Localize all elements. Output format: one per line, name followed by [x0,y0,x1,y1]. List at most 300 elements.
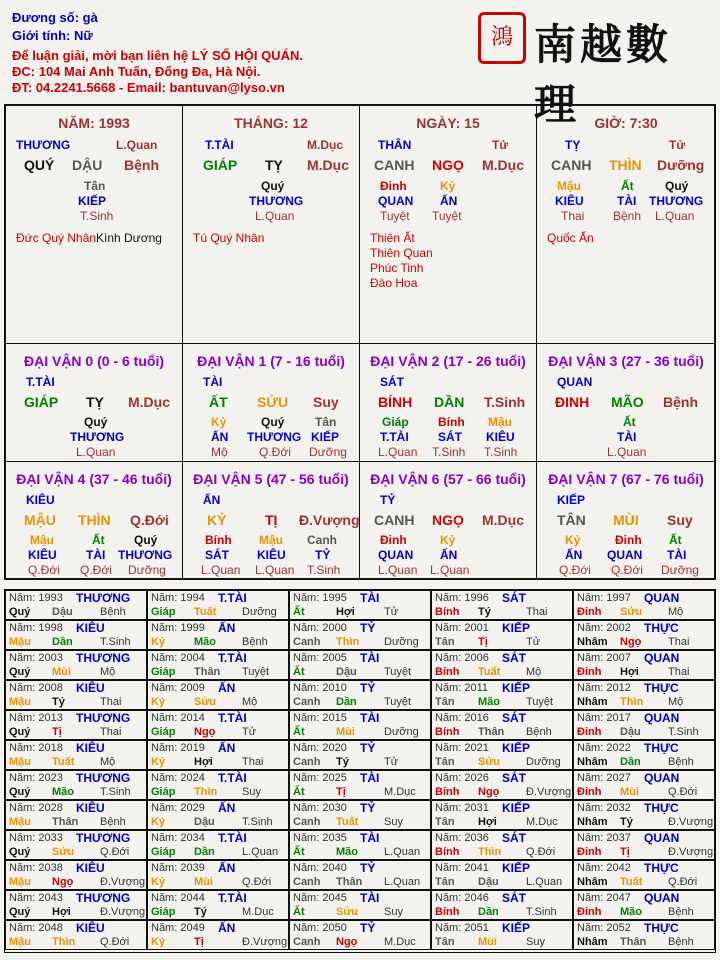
dai-van-cell [537,462,715,578]
year-branch: Sửu [478,756,501,768]
year-cell [5,650,147,680]
year-god: TÀI [360,771,380,785]
hidden-stem: Kỷ [440,179,456,193]
dai-van-stem: GIÁP [24,394,59,410]
year-cell [289,650,431,680]
year-label: Năm: 2006 [435,652,489,664]
year-stem: Đinh [577,846,602,858]
year-branch: Ngọ [620,636,642,648]
year-life-stage: Tuyệt [526,696,554,708]
year-stem: Quý [9,666,31,678]
hidden-stem: Kỷ [440,533,456,547]
year-god: KIẾP [502,801,531,815]
year-branch: Tị [336,786,346,798]
year-life-stage: T.Sinh [526,906,557,918]
year-cell [289,920,431,950]
year-life-stage: Bệnh [526,726,552,738]
year-stem: Kỷ [151,696,166,708]
year-god: THƯƠNG [76,651,131,665]
life-stage: Bệnh [613,209,642,223]
year-cell [147,800,289,830]
year-cell [147,860,289,890]
year-god: QUAN [644,651,680,665]
year-label: Năm: 1997 [577,592,631,604]
year-cell [573,740,715,770]
year-life-stage: Đ.Vượng [668,846,714,858]
dai-van-stem: ẤT [209,394,228,410]
year-cell [147,590,289,620]
pillar-cell [183,106,360,344]
year-cell [289,890,431,920]
year-cell [431,830,573,860]
year-life-stage: Đ.Vượng [100,906,146,918]
year-label: Năm: 2040 [293,862,347,874]
year-label: Năm: 2033 [9,832,63,844]
year-cell [289,860,431,890]
star: Tú Quý Nhân [193,231,265,245]
year-label: Năm: 2029 [151,802,205,814]
star: Thiên Quan [370,246,433,260]
year-label: Năm: 2002 [577,622,631,634]
hidden-stem: Ất [621,179,634,193]
year-life-stage: L.Quan [242,846,279,858]
year-branch: Mùi [52,666,71,678]
year-label: Năm: 2043 [9,892,63,904]
life-stage: Mộ [211,445,228,459]
year-stem: Quý [9,726,31,738]
year-god: TỶ [360,861,376,875]
year-stem: Nhâm [577,696,608,708]
year-god: TÀI [360,891,380,905]
life-stage: Q.Đới [559,563,591,577]
year-label: Năm: 2010 [293,682,347,694]
year-branch: Thân [620,936,647,948]
year-stem: Nhâm [577,636,608,648]
year-god: KIẾP [502,741,531,755]
year-label: Năm: 2020 [293,742,347,754]
year-branch: Tị [620,846,630,858]
ten-god: QUAN [378,548,414,562]
year-label: Năm: 2022 [577,742,631,754]
year-life-stage: Bệnh [668,906,694,918]
phone-email: ĐT: 04.2241.5668 - Email: bantuvan@lyso.vn [12,80,285,95]
year-cell [431,770,573,800]
year-life-stage: Suy [526,936,545,948]
pillar-stem: GIÁP [203,157,238,173]
year-cell [147,920,289,950]
logo-text: 南越數理 [534,20,673,129]
pillar-top-label: THƯƠNG [16,138,71,152]
dai-van-stem: TỊ [265,512,278,528]
year-god: SÁT [502,891,526,905]
life-stage: L.Quan [76,445,116,459]
year-branch: Thìn [478,846,502,858]
year-cell [431,920,573,950]
life-stage: T.Sinh [80,209,114,223]
year-branch: Tuất [52,756,75,768]
year-life-stage: Bệnh [668,936,694,948]
dai-van-title: ĐẠI VẬN 3 (27 - 36 tuổi) [548,353,704,369]
hidden-stem: Mậu [30,533,54,547]
dai-van-top-label: T.TÀI [26,375,55,389]
year-cell [147,770,289,800]
year-label: Năm: 2037 [577,832,631,844]
year-stem: Kỷ [151,636,166,648]
year-stem: Nhâm [577,876,608,888]
dai-van-cell [6,344,183,462]
year-branch: Tý [52,696,65,708]
year-label: Năm: 2025 [293,772,347,784]
year-god: THƯƠNG [76,711,131,725]
year-cell [5,590,147,620]
pillar-top-label: T.TÀI [205,138,234,152]
pillar-top-label: L.Quan [116,138,158,152]
year-branch: Tị [478,636,488,648]
ten-god: THƯƠNG [70,430,125,444]
pillar-stem: M.Dục [307,157,349,173]
year-branch: Dậu [52,606,73,618]
pillar-stem: CANH [551,157,592,173]
year-branch: Mùi [620,786,639,798]
year-branch: Sửu [336,906,359,918]
ten-god: TÀI [617,430,637,444]
year-stem: Bính [435,846,460,858]
seal-stamp: 鴻 [478,12,526,64]
year-stem: Nhâm [577,756,608,768]
year-cell [5,740,147,770]
ten-god: TỶ [315,548,331,562]
year-cell [573,920,715,950]
pillar-stem: QUÝ [24,157,55,173]
ten-god: T.TÀI [380,430,409,444]
year-life-stage: M.Dục [242,906,274,918]
year-god: THỰC [644,741,679,755]
year-life-stage: Q.Đới [242,876,272,888]
year-label: Năm: 2014 [151,712,205,724]
year-life-stage: Tử [384,756,399,768]
owner-name: Đương số: gà [12,10,98,25]
life-stage: L.Quan [201,563,241,577]
year-label: Năm: 2039 [151,862,205,874]
ten-god: ẤN [211,430,229,444]
year-stem: Mậu [9,636,31,648]
pillar-stem: THÌN [609,157,642,173]
dai-van-cell [183,462,360,578]
year-god: KIÊU [76,621,105,635]
year-label: Năm: 2003 [9,652,63,664]
year-label: Năm: 2045 [293,892,347,904]
year-cell [573,770,715,800]
dai-van-title: ĐẠI VẬN 1 (7 - 16 tuổi) [197,353,345,369]
year-god: ẤN [218,801,236,815]
year-life-stage: T.Sinh [668,726,699,738]
year-life-stage: M.Dục [526,816,558,828]
year-life-stage: Thai [668,666,690,678]
ten-god: THƯƠNG [247,430,302,444]
year-branch: Tý [478,606,491,618]
year-label: Năm: 2030 [293,802,347,814]
year-life-stage: M.Dục [384,936,416,948]
year-stem: Giáp [151,906,176,918]
year-stem: Canh [293,636,321,648]
year-god: THỰC [644,861,679,875]
dai-van-stem: M.Dục [482,512,524,528]
life-stage: Q.Đới [28,563,60,577]
year-cell [431,860,573,890]
year-stem: Tân [435,816,455,828]
life-stage: Dưỡng [309,445,347,459]
year-cell [431,890,573,920]
year-cell [289,710,431,740]
year-branch: Mùi [478,936,497,948]
year-god: THƯƠNG [76,771,131,785]
year-label: Năm: 2009 [151,682,205,694]
year-branch: Mão [336,846,358,858]
year-cell [431,620,573,650]
year-branch: Tý [194,906,207,918]
year-god: ẤN [218,861,236,875]
ten-god: THƯƠNG [118,548,173,562]
ten-god: QUAN [378,194,414,208]
year-life-stage: Dưỡng [242,606,277,618]
year-god: TỶ [360,801,376,815]
pillar-cell [6,106,183,344]
year-label: Năm: 2023 [9,772,63,784]
chart-grid [4,104,716,580]
year-cell [5,830,147,860]
year-god: SÁT [502,651,526,665]
year-stem: Canh [293,936,321,948]
year-god: KIÊU [76,801,105,815]
year-branch: Dần [52,636,73,648]
year-stem: Quý [9,906,31,918]
hidden-stem: Đinh [615,533,642,547]
year-god: SÁT [502,591,526,605]
year-label: Năm: 2034 [151,832,205,844]
year-life-stage: T.Sinh [242,816,273,828]
year-stem: Kỷ [151,816,166,828]
hidden-stem: Quý [134,533,158,547]
dai-van-stem: Đ.Vượng [299,512,360,528]
year-god: THƯƠNG [76,891,131,905]
year-branch: Tuất [194,606,217,618]
year-label: Năm: 2052 [577,922,631,934]
year-cell [431,800,573,830]
year-god: SÁT [502,711,526,725]
dai-van-stem: MÙI [613,512,639,528]
year-god: QUAN [644,891,680,905]
year-life-stage: Tử [526,636,541,648]
year-life-stage: Tuyệt [384,696,412,708]
hidden-stem: Canh [307,533,337,547]
year-god: KIÊU [76,921,105,935]
year-life-stage: Bệnh [242,636,268,648]
hidden-stem: Ất [669,533,682,547]
year-god: T.TÀI [218,651,247,665]
year-label: Năm: 2011 [435,682,488,694]
year-stem: Tân [435,636,455,648]
year-label: Năm: 2021 [435,742,489,754]
year-life-stage: Suy [384,816,403,828]
year-label: Năm: 2012 [577,682,631,694]
year-label: Năm: 1995 [293,592,347,604]
year-life-stage: Dưỡng [384,726,419,738]
hidden-stem: Đinh [380,179,407,193]
dai-van-title: ĐẠI VẬN 2 (17 - 26 tuổi) [370,353,526,369]
year-branch: Mão [52,786,74,798]
year-stem: Quý [9,786,31,798]
year-stem: Ất [293,606,305,618]
dai-van-stem: SỬU [257,394,289,410]
life-stage: L.Quan [378,445,418,459]
dai-van-stem: DẦN [434,394,465,410]
ten-god: ẤN [565,548,583,562]
year-label: Năm: 2038 [9,862,63,874]
year-branch: Ngọ [336,936,358,948]
year-life-stage: Thai [100,696,122,708]
year-label: Năm: 2017 [577,712,631,724]
dai-van-stem: TÂN [557,512,586,528]
year-cell [147,830,289,860]
hidden-stem: Ất [92,533,105,547]
year-stem: Ất [293,846,305,858]
ten-god: SÁT [205,548,229,562]
year-label: Năm: 2007 [577,652,631,664]
year-stem: Đinh [577,906,602,918]
year-life-stage: L.Quan [384,876,421,888]
year-cell [289,620,431,650]
ten-god: KIÊU [486,430,515,444]
year-stem: Đinh [577,726,602,738]
year-branch: Thìn [194,786,218,798]
pillar-stem: M.Dục [482,157,524,173]
year-label: Năm: 2028 [9,802,63,814]
year-life-stage: Thai [100,726,122,738]
dai-van-title: ĐẠI VẬN 4 (37 - 46 tuổi) [16,471,172,487]
year-life-stage: Mộ [668,696,684,708]
year-life-stage: Q.Đới [100,846,130,858]
year-stem: Kỷ [151,936,166,948]
pillar-top-label: Tử [669,138,686,152]
year-cell [431,590,573,620]
ten-god: KIÊU [28,548,57,562]
year-stem: Giáp [151,726,176,738]
pillar-top-label: Tử [492,138,509,152]
year-branch: Mùi [194,876,213,888]
hidden-stem: Kỷ [211,415,227,429]
year-branch: Thìn [620,696,644,708]
dai-van-top-label: ẤN [203,493,221,507]
dai-van-title: ĐẠI VẬN 6 (57 - 66 tuổi) [370,471,526,487]
year-label: Năm: 2013 [9,712,63,724]
year-table [4,589,716,953]
life-stage: L.Quan [255,209,295,223]
dai-van-stem: TỴ [86,394,104,410]
life-stage: Dưỡng [128,563,166,577]
year-cell [5,620,147,650]
ten-god: THƯƠNG [249,194,304,208]
year-god: THỰC [644,621,679,635]
life-stage: Tuyệt [380,209,410,223]
year-cell [147,740,289,770]
dai-van-cell [360,344,537,462]
life-stage: Thai [561,209,585,223]
life-stage: L.Quan [430,563,470,577]
year-stem: Kỷ [151,876,166,888]
year-stem: Ất [293,726,305,738]
year-stem: Mậu [9,876,31,888]
hidden-stem: Bính [438,415,465,429]
year-stem: Kỷ [151,756,166,768]
dai-van-top-label: KIẾP [557,493,586,507]
dai-van-stem: CANH [374,512,415,528]
year-branch: Dần [336,696,357,708]
year-life-stage: Bệnh [100,816,126,828]
year-life-stage: Thai [668,636,690,648]
life-stage: T.Sinh [484,445,518,459]
dai-van-top-label: TỶ [380,493,396,507]
ten-god: TÀI [86,548,106,562]
pillar-stem: Dưỡng [657,157,705,173]
year-god: KIẾP [502,921,531,935]
year-stem: Ất [293,906,305,918]
dai-van-stem: MẬU [24,512,56,528]
year-branch: Hợi [52,906,71,918]
year-stem: Mậu [9,696,31,708]
year-life-stage: Tuyệt [242,666,270,678]
ten-god: ẤN [440,548,458,562]
year-cell [147,710,289,740]
hidden-stem: Mậu [259,533,283,547]
year-branch: Dần [478,906,499,918]
year-god: SÁT [502,771,526,785]
dai-van-top-label: TÀI [203,375,223,389]
year-label: Năm: 2042 [577,862,631,874]
year-life-stage: Tử [384,606,399,618]
year-cell [431,740,573,770]
year-god: TỶ [360,621,376,635]
year-life-stage: Mộ [526,666,542,678]
year-cell [147,620,289,650]
year-branch: Tị [194,936,204,948]
year-god: T.TÀI [218,891,247,905]
ten-god: SÁT [438,430,462,444]
year-label: Năm: 2005 [293,652,347,664]
dai-van-title: ĐẠI VẬN 0 (0 - 6 tuổi) [23,353,164,369]
year-label: Năm: 2041 [435,862,489,874]
year-god: THƯƠNG [76,831,131,845]
year-stem: Mậu [9,756,31,768]
year-life-stage: Bệnh [668,756,694,768]
star: Quốc Ấn [547,231,594,245]
year-god: THỰC [644,801,679,815]
year-god: ẤN [218,741,236,755]
life-stage: T.Sinh [307,563,341,577]
year-god: T.TÀI [218,831,247,845]
year-branch: Ngọ [52,876,74,888]
dai-van-stem: MÃO [611,394,644,410]
year-life-stage: Mộ [668,606,684,618]
year-branch: Thân [478,726,505,738]
dai-van-stem: Suy [667,512,693,528]
year-god: TÀI [360,591,380,605]
year-cell [147,650,289,680]
hidden-stem: Quý [84,415,108,429]
year-stem: Giáp [151,786,176,798]
life-stage: Tuyệt [432,209,462,223]
year-branch: Hợi [194,756,213,768]
year-cell [289,800,431,830]
